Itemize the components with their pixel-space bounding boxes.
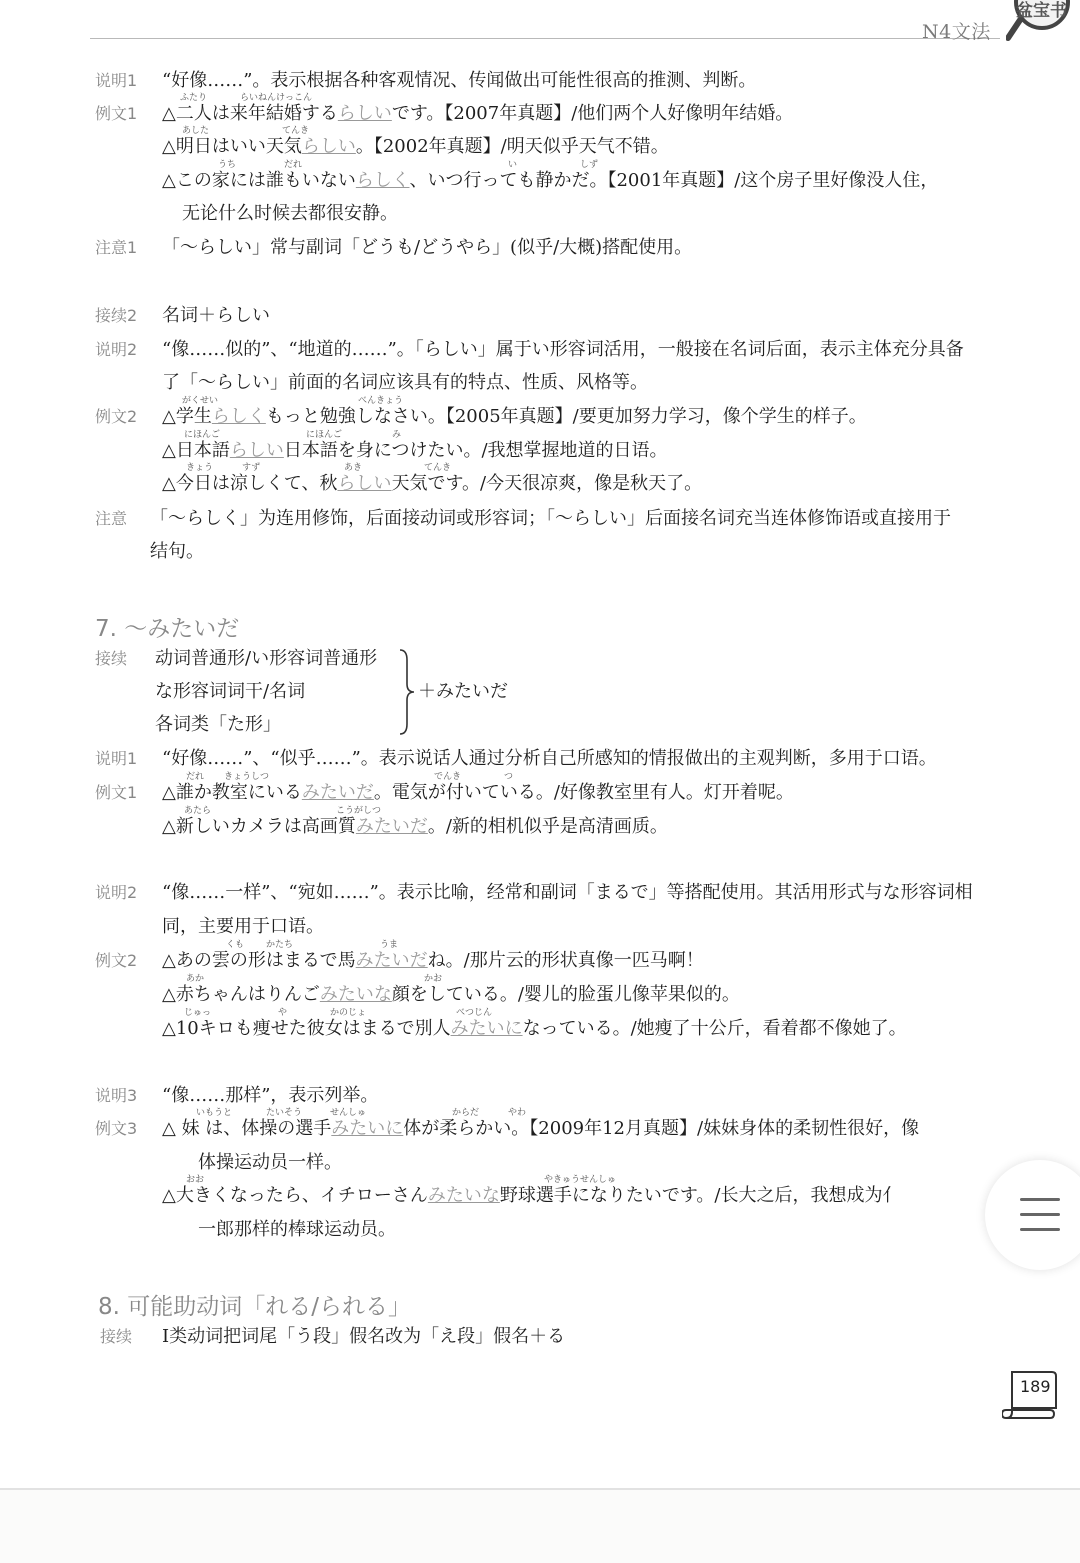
explanation-continuation: 同，主要用于口语。 [162,916,324,937]
example-continuation: 体操运动员一样。 [198,1152,342,1173]
explanation-label: 说明1 [95,71,138,90]
example-text: △10キロも痩せた彼女はまるで別人 [162,1018,451,1039]
example-text: 日本語を身につけたい。/我想掌握地道的日语。 [283,440,668,461]
highlighted-grammar: みたいに [331,1118,404,1139]
explanation-text: “好像……”。表示根据各种客观情况、传闻做出可能性很高的推测、判断。 [162,70,757,91]
furigana: べつじん [456,1008,493,1018]
furigana: あか [186,974,205,984]
connection-rule: 动词普通形/い形容词普通形 [155,648,378,669]
highlighted-grammar: みたいだ [301,782,374,803]
furigana: いもうと [196,1108,233,1118]
menu-bar-icon [1020,1228,1060,1231]
magnifier-badge-icon [1006,0,1080,42]
note-text: 「～らしい」常与副词「どうも/どうやら」(似乎/大概)搭配使用。 [162,237,693,258]
example-text: 、いつ行っても静かだ。【2001年真题】/这个房子里好像没人住， [409,170,939,191]
example-text: △この家には誰もいない [162,170,356,191]
connection-label: 接续2 [95,306,138,325]
example-label: 例文3 [95,1119,138,1138]
bottom-divider [0,1488,1080,1490]
page-number-scroll [1002,1368,1058,1420]
example-label: 例文2 [95,951,138,970]
example-text: 。/新的相机似乎是高清画质。 [427,816,668,837]
furigana: い [508,160,518,170]
example-text: 野球選手になりたいです。/长大之后，我想成为亻 [499,1185,901,1206]
furigana: かのじょ [330,1008,367,1018]
furigana: あき [344,463,363,473]
example-continuation: 一郎那样的棒球运动员。 [198,1219,396,1240]
example-text: 顔をしている。/婴儿的脸蛋儿像苹果似的。 [391,984,740,1005]
furigana: きょう [186,463,214,473]
furigana: べんきょう [358,396,404,406]
example-text: △今日は涼しくて、秋 [162,473,338,494]
connection-label: 接续 [100,1327,133,1346]
furigana: うま [380,940,399,950]
furigana: くも [226,940,245,950]
furigana: せんしゅ [330,1108,367,1118]
example-sentence [162,984,740,1006]
badge-text: 盆宝书 [1016,1,1067,21]
explanation-label: 说明3 [95,1086,138,1105]
furigana: うち [218,160,237,170]
explanation-label: 说明1 [95,749,138,768]
furigana: ふたり [180,93,208,103]
example-sentence [162,136,669,158]
highlighted-grammar: らしい [337,473,392,494]
furigana: やわ [508,1108,527,1118]
example-text: △日本語 [162,440,230,461]
connection-label: 接续 [95,649,128,668]
highlighted-grammar: みたいな [427,1185,500,1206]
furigana: だれ [186,772,205,782]
example-continuation: 无论什么时候去都很安静。 [182,203,398,224]
example-label: 例文2 [95,407,138,426]
example-text: △大きくなったら、イチローさん [162,1185,428,1206]
furigana: かたち [266,940,294,950]
furigana: てんき [282,126,310,136]
example-text: 体が柔らかい。【2009年12月真题】/妹妹身体的柔韧性很好，像 [403,1118,920,1139]
furigana: にほんご [184,430,221,440]
furigana: らいねんけっこん [240,93,313,103]
connection-rule: 各词类「た形」 [155,714,281,735]
connection-rule: な形容词词干/名词 [155,681,306,702]
page-number: 189 [1020,1377,1051,1396]
furigana: でんき [434,772,462,782]
example-sentence [162,1185,900,1207]
furigana: おお [186,1175,205,1185]
example-text: △誰か教室にいる [162,782,302,803]
example-text: △学生 [162,406,212,427]
example-text: なっている。/她瘦了十公斤，看着都不像她了。 [522,1018,907,1039]
furigana: だれ [284,160,303,170]
example-text: 。電気が付いている。/好像教室里有人。灯开着呢。 [373,782,794,803]
example-text: ね。/那片云的形状真像一匹马啊！ [427,950,704,971]
furigana: あした [182,126,210,136]
example-sentence [162,782,794,804]
connection-text: 名词＋らしい [162,305,270,326]
furigana: すず [242,463,261,473]
example-text: △二人は来年結婚する [162,103,338,124]
highlighted-grammar: らしい [301,136,356,157]
menu-bar-icon [1020,1198,1060,1201]
example-sentence [162,1018,907,1040]
example-text: △赤ちゃんはりんご [162,984,320,1005]
menu-bar-icon [1020,1213,1060,1216]
example-sentence [162,406,867,428]
note-continuation: 结句。 [150,541,204,562]
example-sentence [162,1118,919,1140]
note-label: 注意1 [95,238,138,257]
example-sentence [162,816,668,838]
furigana: つ [504,772,514,782]
furigana: こうがしつ [336,806,382,816]
example-text: △あの雲の形はまるで馬 [162,950,356,971]
highlighted-grammar: らしく [211,406,266,427]
section-title: 7. ～みたいだ [95,616,240,642]
example-sentence [162,473,702,495]
example-sentence [162,170,938,192]
section-title: 8. 可能助动词「れる/られる」 [98,1294,412,1320]
note-label: 注意 [95,509,128,528]
highlighted-grammar: らしい [337,103,392,124]
running-head: N4文法 [922,21,991,43]
brace-icon [398,648,416,736]
furigana: からだ [452,1108,480,1118]
highlighted-grammar: みたいだ [355,816,428,837]
highlighted-grammar: みたいな [319,984,392,1005]
furigana: がくせい [182,396,219,406]
example-sentence [162,950,704,972]
example-text: 。【2002年真题】/明天似乎天气不错。 [355,136,669,157]
connection-result: ＋みたいだ [418,681,508,702]
highlighted-grammar: らしく [355,170,410,191]
explanation-label: 说明2 [95,883,138,902]
example-text: 天気です。/今天很凉爽，像是秋天了。 [391,473,703,494]
furigana: たいそう [266,1108,303,1118]
furigana: じゅっ [184,1008,212,1018]
explanation-text: “像……那样”，表示列举。 [162,1085,379,1106]
example-text: です。【2007年真题】/他们两个人好像明年结婚。 [391,103,794,124]
explanation-continuation: 了「～らしい」前面的名词应该具有的特点、性质、风格等。 [162,372,648,393]
furigana: み [392,430,402,440]
example-text: △明日はいい天気 [162,136,302,157]
furigana: てんき [424,463,452,473]
highlighted-grammar: みたいだ [355,950,428,971]
example-text: △新しいカメラは高画質 [162,816,356,837]
furigana: しず [580,160,599,170]
example-text: △ 妹 は、体操の選手 [162,1118,332,1139]
furigana: きょうしつ [224,772,270,782]
example-text: もっと勉強しなさい。【2005年真题】/要更加努力学习，像个学生的样子。 [265,406,867,427]
explanation-label: 说明2 [95,340,138,359]
header-rule [90,38,1000,39]
furigana: にほんご [306,430,343,440]
explanation-text: “像……似的”、“地道的……”。「らしい」属于い形容词活用，一般接在名词后面，表示主体充分具备 [162,339,964,360]
furigana: や [278,1008,288,1018]
example-label: 例文1 [95,783,138,802]
highlighted-grammar: みたいに [450,1018,523,1039]
note-text: 「～らしく」为连用修饰，后面接动词或形容词；「～らしい」后面接名词充当连体修饰语或直接用于 [150,508,951,529]
furigana: あたら [184,806,212,816]
highlighted-grammar: らしい [229,440,284,461]
furigana: やきゅうせんしゅ [544,1175,617,1185]
example-sentence [162,440,668,462]
furigana: かお [424,974,443,984]
connection-text: Ⅰ类动词把词尾「う段」假名改为「え段」假名＋る [162,1326,566,1347]
explanation-text: “好像……”、“似乎……”。表示说话人通过分析自己所感知的情报做出的主观判断，多用于口语。 [162,748,937,769]
example-sentence [162,103,793,125]
example-label: 例文1 [95,104,138,123]
explanation-text: “像……一样”、“宛如……”。表示比喻，经常和副词「まるで」等搭配使用。其活用形式与な形容词相 [162,882,973,903]
